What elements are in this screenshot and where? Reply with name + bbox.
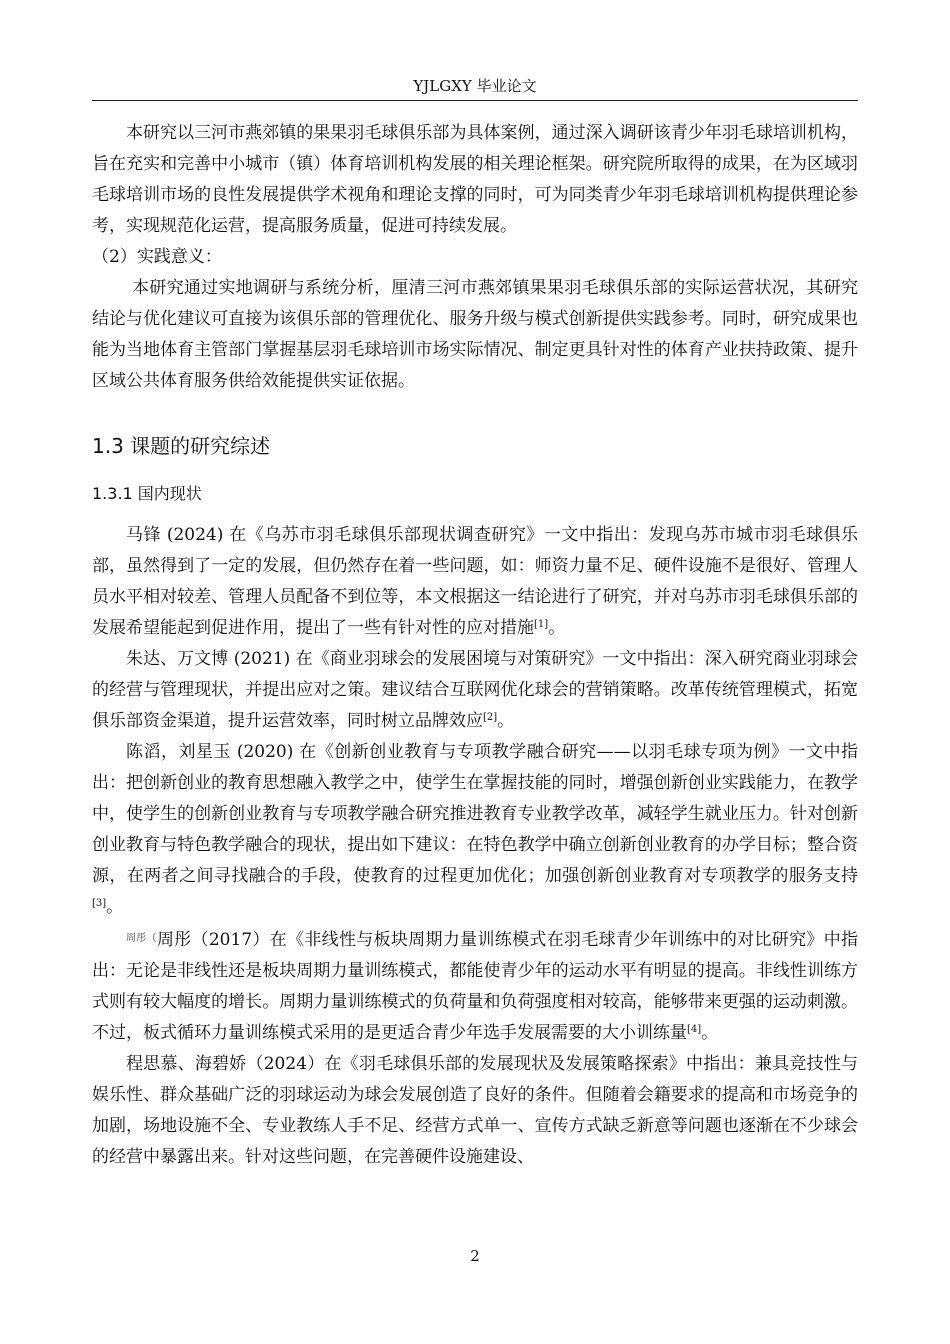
page-header: YJLGXY 毕业论文 bbox=[413, 77, 537, 95]
review-1-text: 马锋 (2024) 在《乌苏市羽毛球俱乐部现状调查研究》一文中指出：发现乌苏市城市羽毛球俱乐部，虽然得到了一定的发展，但仍然存在着一些问题，如：师资力量不足、硬件设施不是很好、管理人员水平相对较差、管理人员配备不到位等，本文根据这一结论进行了研究，并对乌苏市羽毛球俱乐部的发展希望能起到促进作用，提出了一些有针对性的应对措施 bbox=[92, 525, 858, 638]
paragraph-practice-heading: （2）实践意义： bbox=[92, 247, 222, 267]
paragraph-review-5: 程思慕、海碧娇（2024）在《羽毛球俱乐部的发展现状及发展策略探索》中指出：兼具竞技性与娱乐性、群众基础广泛的羽球运动为球会发展创造了良好的条件。但随着会籍要求的提高和市场竞争的加剧，场地设施不全、专业教练人手不足、经营方式单一、宣传方式缺乏新意等问题也逐渐在不少球会的经营中暴露出来。针对这些问题，在完善硬件设施建设、 bbox=[92, 1054, 858, 1167]
review-4-text: 周彤（2017）在《非线性与板块周期力量训练模式在羽毛球青少年训练中的对比研究》中指出：无论是非线性还是板块周期力量训练模式，都能使青少年的运动水平有明显的提高。非线性训练方式则有较大幅度的增长。周期力量训练模式的负荷量和负荷强度相对较高，能够带来更强的运动刺激。不过，板式循环力量训练模式采用的是更适合青少年选手发展需要的大小训练量 bbox=[92, 930, 859, 1043]
review-4-end: 。 bbox=[701, 1023, 719, 1043]
section-heading-1-3: 1.3 课题的研究综述 bbox=[92, 434, 271, 458]
paragraph-review-2 bbox=[92, 644, 858, 737]
paragraph-practice: 本研究通过实地调研与系统分析，厘清三河市燕郊镇果果羽毛球俱乐部的实际运营状况，其研究结论与优化建议可直接为该俱乐部的管理优化、服务升级与模式创新提供实践参考。同时，研究成果也能为当地体育主管部门掌握基层羽毛球培训市场实际情况、制定更具针对性的体育产业扶持政策、提升区域公共体育服务供给效能提供实证依据。 bbox=[92, 278, 858, 391]
paragraph-significance-theory: 本研究以三河市燕郊镇的果果羽毛球俱乐部为具体案例，通过深入调研该青少年羽毛球培训机构，旨在充实和完善中小城市（镇）体育培训机构发展的相关理论框架。研究院所取得的成果，在为区域羽毛球培训市场的良性发展提供学术视角和理论支撑的同时，可为同类青少年羽毛球培训机构提供理论参考，实现规范化运营，提高服务质量，促进可持续发展。 bbox=[92, 123, 858, 236]
comment-mark: 周彤（ bbox=[126, 933, 157, 944]
review-1-end: 。 bbox=[548, 618, 566, 638]
paragraph-review-1 bbox=[92, 520, 858, 644]
review-3-text: 陈滔，刘星玉 (2020) 在《创新创业教育与专项教学融合研究——以羽毛球专项为例》一文中指出：把创新创业的教育思想融入教学之中，使学生在掌握技能的同时，增强创新创业实践能力，在教学中，使学生的创新创业教育与专项教学融合研究推进教育专业教学改革，减轻学生就业压力。针对创新创业教育与特色教学融合的现状，提出如下建议：在特色教学中确立创新创业教育的办学目标；整合资源，在两者之间寻找融合的手段，使教育的过程更加优化；加强创新创业教育对专项教学的服务支持 bbox=[92, 742, 858, 886]
citation-4: [4] bbox=[687, 1024, 702, 1035]
subsection-heading-1-3-1: 1.3.1 国内现状 bbox=[92, 484, 202, 503]
document-body bbox=[92, 118, 858, 1173]
paragraph-review-3 bbox=[92, 737, 858, 923]
page-number: 2 bbox=[470, 1247, 480, 1265]
paragraph-review-4 bbox=[92, 923, 858, 1049]
header-rule bbox=[92, 100, 858, 101]
citation-1: [1] bbox=[534, 619, 549, 630]
review-3-end: 。 bbox=[106, 897, 124, 917]
review-2-text: 朱达、万文博 (2021) 在《商业羽球会的发展困境与对策研究》一文中指出：深入研究商业羽球会的经营与管理现状，并提出应对之策。建议结合互联网优化球会的营销策略。改革传统管理模式，拓宽俱乐部资金渠道，提升运营效率，同时树立品牌效应 bbox=[92, 649, 858, 731]
citation-3: [3] bbox=[92, 898, 107, 909]
review-2-end: 。 bbox=[497, 711, 515, 731]
citation-2: [2] bbox=[483, 712, 498, 723]
